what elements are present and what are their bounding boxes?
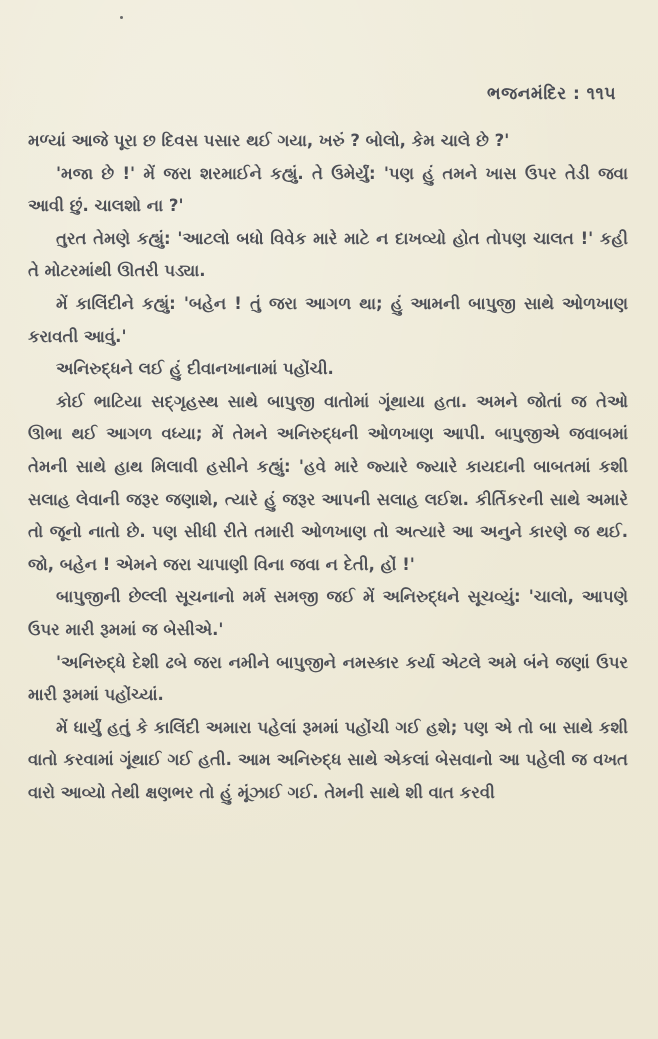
paragraph: મળ્યાં આજે પૂરા છ દિવસ પસાર થઈ ગયા, ખરું ? બોલો, કેમ ચાલે છે ?' xyxy=(28,131,510,150)
paragraph: 'મજા છે !' મેં જરા શરમાઈને કહ્યું. તે ઉમેર્યું: 'પણ હું તમને ખાસ ઉપર તેડી જવા આવી છું. ચાલશો ના ?' xyxy=(28,163,628,216)
paragraph: મેં ધાર્યું હતું કે કાલિંદી અમારા પહેલાં રૂમમાં પહોંચી ગઈ હશે; પણ એ તો બા સાથે કશી વાતો કરવામાં ગૂંથાઈ ગઈ હતી. આમ અનિરુદ્ધ સાથે એકલાં બેસવાનો આ પહેલી જ વખત વારો આવ્યો તેથી ક્ષણભર તો હું મૂંઝાઈ ગઈ. તેમની સાથે શી વાત કરવી xyxy=(28,717,628,802)
running-header: ભજનમંદિર : ૧૧૫ xyxy=(487,84,616,104)
paragraph: મેં કાલિંદીને કહ્યું: 'બહેન ! તું જરા આગળ થા; હું આમની બાપુજી સાથે ઓળખાણ કરાવતી આવું.' xyxy=(28,293,628,346)
paragraph: 'અનિરુદ્ધે દેશી ઢબે જરા નમીને બાપુજીને નમસ્કાર કર્યા એટલે અમે બંને જણાં ઉપર મારી રૂમમાં પહોંચ્યાં. xyxy=(28,652,628,705)
paragraph: તુરત તેમણે કહ્યું: 'આટલો બધો વિવેક મારે માટે ન દાખવ્યો હોત તોપણ ચાલત !' કહી તે મોટરમાંથી ઊતરી પડ્યા. xyxy=(28,228,628,281)
paragraph: કોઈ ભાટિયા સદ્ગૃહસ્થ સાથે બાપુજી વાતોમાં ગૂંથાયા હતા. અમને જોતાં જ તેઓ ઊભા થઈ આગળ વધ્યા; મેં તેમને અનિરુદ્ધની ઓળખાણ આપી. બાપુજીએ જવાબમાં તેમની સાથે હાથ મિલાવી હસીને કહ્યું: 'હવે મારે જ્યારે જ્યારે કાયદાની બાબતમાં કશી સલાહ લેવાની જરૂર જણાશે, ત્યારે હું જરૂર આપની સલાહ લઈશ. કીર્તિકરની સાથે અમારે તો જૂનો નાતો છે. પણ સીધી રીતે તમારી ઓળખાણ તો અત્યારે આ અનુને કારણે જ થઈ. જો, બહેન ! એમને જરા ચાપાણી વિના જવા ન દેતી, હોં !' xyxy=(28,391,628,574)
page-body xyxy=(28,125,628,809)
ink-speck xyxy=(120,16,123,19)
paragraph: બાપુજીની છેલ્લી સૂચનાનો મર્મ સમજી જઈ મેં અનિરુદ્ધને સૂચવ્યું: 'ચાલો, આપણે ઉપર મારી રૂમમાં જ બેસીએ.' xyxy=(28,587,628,639)
paragraph: અનિરુદ્ધને લઈ હું દીવાનખાનામાં પહોંચી. xyxy=(56,359,334,379)
